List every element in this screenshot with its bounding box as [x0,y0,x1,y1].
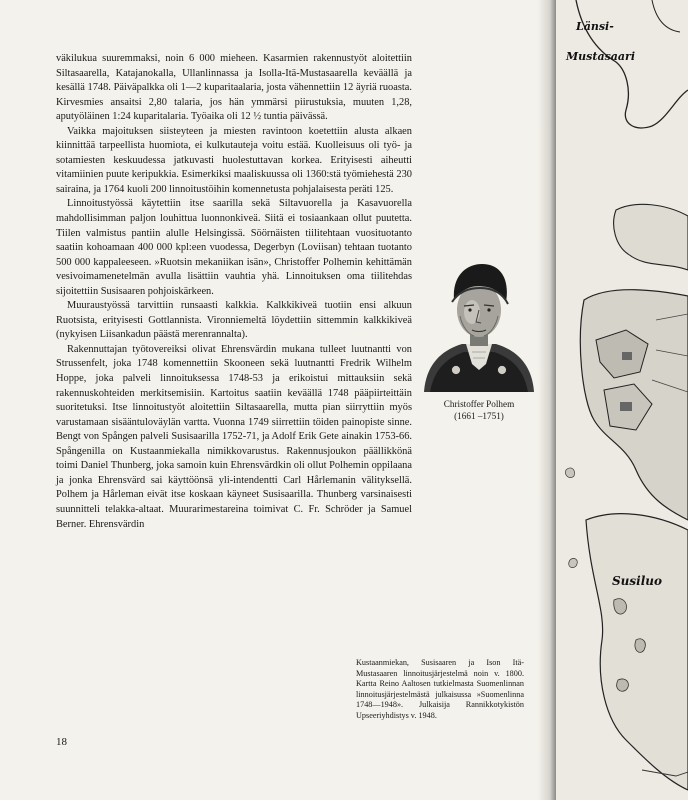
paragraph-1: väkilukua suuremmaksi, noin 6 000 mieheen. Kasarmien rakennustyöt aloitettiin Siltasaarella, Katajanokalla, Ullanlinnassa ja Isolla-Itä-Mustasaarella keväällä ja kesällä 1748. Päiväpalkka oli 1—2 kuparitaalaria, josta vähennettiin 12 äyriä ruoasta. Kirvesmies ansaitsi 2,80 talaria, jos hän ymmärsi piirustuksia, muuten 1,28, aputyöläinen 1:24 kuparitalaria. Työaika oli 12 ½ tuntia päivässä. [56,53,412,123]
map-label-susiluoto: Susiluo [612,574,662,588]
page-number: 18 [56,736,67,748]
polhem-portrait [420,252,538,392]
portrait-caption-years: (1661 –1751) [454,411,504,421]
paragraph-2: Vaikka majoituksen siisteyteen ja miesten ravintoon koetettiin alusta alkaen kiinnittää tarpeellista huomiota, ei kulkutauteja voitu estää. Kuolleisuus oli työ- ja sotamiesten keskuudessa jatkuvasti huolestuttavan korkea. Erityisesti aiheutti vitamiinien puute keripukkia. Esimerkiksi maaliskuussa oli 1360:stä työmiehestä 230 sairaina, ja 1764 kuoli 200 linnoitustöihin komennetusta pohjalaisesta peräti 125. [56,125,412,195]
map-caption: Kustaanmiekan, Susisaaren ja Ison Itä-Mustasaaren linnoitusjärjestelmä noin v. 1800. Kartta Reino Aaltosen tutkielmasta Suomenlinnan linnoitusjärjestelmästä julkaisussa »Suomenlinna 1748—1948». Julkaisija Rannikkotykistön Upseeriyhdistys v. 1948. [356,658,524,720]
portrait-caption [420,398,538,422]
portrait-caption-name: Christoffer Polhem [443,399,515,409]
paragraph-4: Muuraustyössä tarvittiin runsaasti kalkkia. Kalkkikiveä tuotiin ensi alkuun Ruotsista, erityisesti Gottlannista. Vironniemeltä löydettiin sittemmin kalkkikiveä (nykyisen Liisankadun päästä merenrannalta). [56,300,412,341]
fortress-map [556,0,688,800]
map-label-mustasaari: Mustasaari [566,50,635,63]
map-label-lansi: Länsi- [576,20,614,33]
body-text [56,52,412,532]
map-page-right [556,0,688,800]
paragraph-3: Linnoitustyössä käytettiin itse saarilla sekä Siltavuorella ja Kasavuorella mahdollisimman paljon louhittua luonnonkiveä. Siitä ei tosiaankaan ollut puutetta. Tiilen valmistus pantiin alulle Helsingissä. Söörnäisten tiilitehtaan vuosituotanto saatiin kohoamaan 400 000 kpl:een vuodessa, Degerbyn (Loviisan) tehtaan tuotanto 500 000 kappaleeseen. »Ruotsin mekaniikan isän», Christoffer Polhemin kehittämän vesivoimamenetelmän avulla lisättiin vauhtia yhä. Linnoituksen oma tiilitehdas sijoitettiin Susisaaren pohjoiskärkeen. [56,198,412,297]
portrait-engraving [420,252,538,392]
paragraph-5: Rakennuttajan työtovereiksi olivat Ehrensvärdin mukana tulleet luutnantti von Strussenfelt, joka 1748 komennettiin Skooneen sekä luutnantti Fredrik Wilhelm Hoppe, joka palveli linnoituksessa 1748-53 ja erikoistui mittauksiin sekä rakennuskohteiden merkitsemisiin. Kartoitus saatiin keväällä 1748 pääpiirteittäin suoritetuksi. Itse linnoitustyöt aloitettiin Siltasaarella, mutta pian siirryttiin myös varustamaan sisääntuloväylän vartta. Vuonna 1749 siirrettiin töiden painopiste sinne. Bengt von Spången palveli Susisaarilla 1752-71, ja Adolf Erik Gete ainakin 1753-66. Spångenilla on Kustaanmiekalla nimikkovarustus. Rakennusjoukon päällikkönä toimi Daniel Thunberg, joka samoin kuin Ehrensvärdkin oli ollut Polhemin oppilaana ja jonka Ehrensvärd sai käyttöönsä yli-intendentti Carl Hårlemanin välityksellä. Polhem ja Hårleman eivät itse koskaan käyneet Susisaarilla. Thunberg varsinaisesti suunnitteli telakka-altaat. Muurarimestareina toimivat C. Fr. Schröder ja Samuel Berner. Ehrensvärdin [56,343,412,530]
